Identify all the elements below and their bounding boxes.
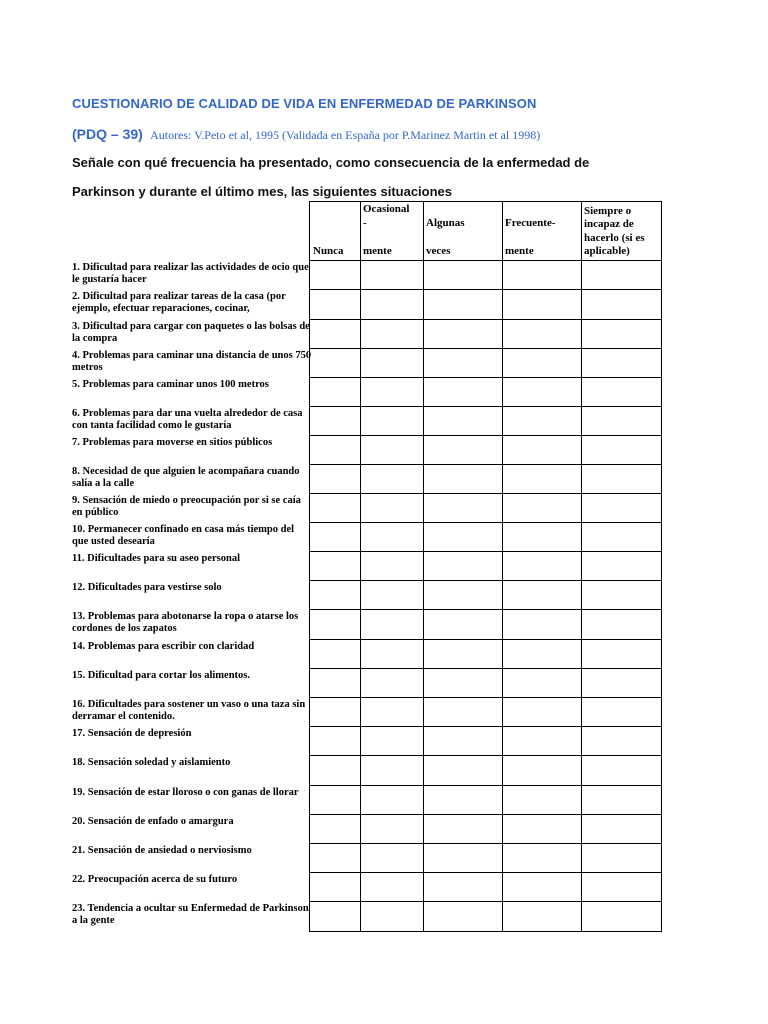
answer-cell-ocasionalmente[interactable] — [361, 407, 423, 435]
answer-cell-nunca[interactable] — [310, 698, 360, 726]
answer-cell-ocasionalmente[interactable] — [361, 669, 423, 697]
answer-cell-siempre[interactable] — [582, 494, 661, 522]
question-label: 19. Sensación de estar lloroso o con ganas de llorar — [72, 787, 299, 798]
answer-cell-siempre[interactable] — [582, 610, 661, 639]
answer-cell-algunas-veces[interactable] — [424, 727, 502, 755]
question-label: 20. Sensación de enfado o amargura — [72, 816, 234, 827]
answer-cell-nunca[interactable] — [310, 349, 360, 377]
answer-cell-nunca[interactable] — [310, 290, 360, 319]
answer-cell-algunas-veces[interactable] — [424, 552, 502, 580]
answer-cell-nunca[interactable] — [310, 815, 360, 843]
answer-cell-frecuentemente[interactable] — [503, 756, 581, 785]
answer-cell-frecuentemente[interactable] — [503, 786, 581, 814]
answer-cell-ocasionalmente[interactable] — [361, 786, 423, 814]
answer-cell-siempre[interactable] — [582, 756, 661, 785]
answer-cell-ocasionalmente[interactable] — [361, 873, 423, 901]
header-frecuente-2: mente — [505, 245, 534, 257]
grid-line — [309, 931, 662, 932]
answer-cell-nunca[interactable] — [310, 320, 360, 348]
question-label: 12. Dificultades para vestirse solo — [72, 582, 222, 593]
answer-cell-ocasionalmente[interactable] — [361, 581, 423, 609]
answer-cell-frecuentemente[interactable] — [503, 610, 581, 639]
question-label: 16. Dificultades para sostener un vaso o una taza sin derramar el contenido. — [72, 699, 306, 722]
question-label: 3. Dificultad para cargar con paquetes o las bolsas de la compra — [72, 321, 310, 344]
answer-cell-ocasionalmente[interactable] — [361, 523, 423, 551]
header-frecuente-1: Frecuente- — [505, 217, 556, 229]
header-siempre-1: Siempre o — [584, 205, 632, 217]
answer-cell-siempre[interactable] — [582, 902, 661, 931]
answer-cell-nunca[interactable] — [310, 786, 360, 814]
answer-cell-ocasionalmente[interactable] — [361, 756, 423, 785]
answer-cell-nunca[interactable] — [310, 669, 360, 697]
answer-cell-nunca[interactable] — [310, 261, 360, 289]
answer-cell-algunas-veces[interactable] — [424, 290, 502, 319]
answer-cell-frecuentemente[interactable] — [503, 436, 581, 464]
answer-cell-ocasionalmente[interactable] — [361, 378, 423, 406]
answer-cell-frecuentemente[interactable] — [503, 465, 581, 493]
question-label: 8. Necesidad de que alguien le acompañara cuando salía a la calle — [72, 466, 300, 489]
answer-cell-siempre[interactable] — [582, 436, 661, 464]
question-label: 22. Preocupación acerca de su futuro — [72, 874, 238, 885]
header-siempre-2: incapaz de — [584, 218, 634, 230]
answer-cell-siempre[interactable] — [582, 290, 661, 319]
answer-cell-siempre[interactable] — [582, 727, 661, 755]
grid-line — [661, 201, 662, 932]
answer-cell-siempre[interactable] — [582, 349, 661, 377]
answer-cell-frecuentemente[interactable] — [503, 407, 581, 435]
answer-grid — [309, 201, 662, 932]
answer-cell-frecuentemente[interactable] — [503, 873, 581, 901]
answer-cell-ocasionalmente[interactable] — [361, 349, 423, 377]
answer-cell-siempre[interactable] — [582, 378, 661, 406]
answer-cell-algunas-veces[interactable] — [424, 378, 502, 406]
answer-cell-algunas-veces[interactable] — [424, 436, 502, 464]
answer-cell-frecuentemente[interactable] — [503, 320, 581, 348]
answer-cell-algunas-veces[interactable] — [424, 610, 502, 639]
answer-cell-nunca[interactable] — [310, 523, 360, 551]
answer-cell-frecuentemente[interactable] — [503, 349, 581, 377]
instructions-line-1: Señale con qué frecuencia ha presentado, como consecuencia de la enfermedad de — [72, 155, 590, 170]
answer-cell-ocasionalmente[interactable] — [361, 640, 423, 668]
answer-cell-siempre[interactable] — [582, 873, 661, 901]
header-nunca: Nunca — [313, 245, 344, 257]
question-label: 17. Sensación de depresión — [72, 728, 192, 739]
header-ocasional-1: Ocasional — [363, 203, 410, 215]
answer-cell-nunca[interactable] — [310, 610, 360, 639]
question-label: 13. Problemas para abotonarse la ropa o atarse los cordones de los zapatos — [72, 611, 299, 634]
answer-cell-nunca[interactable] — [310, 581, 360, 609]
answer-cell-ocasionalmente[interactable] — [361, 320, 423, 348]
answer-cell-algunas-veces[interactable] — [424, 407, 502, 435]
answer-cell-frecuentemente[interactable] — [503, 290, 581, 319]
answer-cell-frecuentemente[interactable] — [503, 552, 581, 580]
answer-cell-algunas-veces[interactable] — [424, 581, 502, 609]
answer-cell-ocasionalmente[interactable] — [361, 815, 423, 843]
answer-cell-frecuentemente[interactable] — [503, 261, 581, 289]
answer-cell-frecuentemente[interactable] — [503, 727, 581, 755]
answer-cell-siempre[interactable] — [582, 523, 661, 551]
answer-cell-algunas-veces[interactable] — [424, 320, 502, 348]
answer-cell-algunas-veces[interactable] — [424, 756, 502, 785]
answer-cell-nunca[interactable] — [310, 407, 360, 435]
answer-cell-frecuentemente[interactable] — [503, 494, 581, 522]
header-algunas-1: Algunas — [426, 217, 465, 229]
answer-cell-siempre[interactable] — [582, 552, 661, 580]
answer-cell-siempre[interactable] — [582, 669, 661, 697]
answer-cell-nunca[interactable] — [310, 552, 360, 580]
header-algunas-2: veces — [426, 245, 451, 257]
answer-cell-frecuentemente[interactable] — [503, 698, 581, 726]
answer-cell-siempre[interactable] — [582, 407, 661, 435]
question-label: 2. Dificultad para realizar tareas de la casa (por ejemplo, efectuar reparaciones, cocinar, — [72, 291, 286, 314]
answer-cell-nunca[interactable] — [310, 756, 360, 785]
answer-cell-frecuentemente[interactable] — [503, 378, 581, 406]
answer-cell-nunca[interactable] — [310, 378, 360, 406]
header-siempre-3: hacerlo (si es — [584, 232, 645, 244]
answer-cell-algunas-veces[interactable] — [424, 844, 502, 872]
answer-cell-frecuentemente[interactable] — [503, 902, 581, 931]
question-label: 18. Sensación soledad y aislamiento — [72, 757, 231, 768]
answer-cell-siempre[interactable] — [582, 261, 661, 289]
answer-cell-ocasionalmente[interactable] — [361, 844, 423, 872]
answer-cell-frecuentemente[interactable] — [503, 640, 581, 668]
answer-cell-siempre[interactable] — [582, 640, 661, 668]
answer-cell-ocasionalmente[interactable] — [361, 436, 423, 464]
answer-cell-nunca[interactable] — [310, 640, 360, 668]
answer-cell-algunas-veces[interactable] — [424, 698, 502, 726]
question-label: 6. Problemas para dar una vuelta alrededor de casa con tanta facilidad como le gustaría — [72, 408, 303, 431]
answer-cell-siempre[interactable] — [582, 465, 661, 493]
answer-cell-ocasionalmente[interactable] — [361, 902, 423, 931]
answer-cell-nunca[interactable] — [310, 465, 360, 493]
header-siempre-4: aplicable) — [584, 245, 630, 257]
answer-cell-nunca[interactable] — [310, 727, 360, 755]
answer-cell-algunas-veces[interactable] — [424, 261, 502, 289]
question-label: 1. Dificultad para realizar las actividades de ocio que le gustaría hacer — [72, 262, 309, 285]
answer-cell-frecuentemente[interactable] — [503, 523, 581, 551]
questionnaire-subtitle — [72, 126, 540, 143]
answer-cell-algunas-veces[interactable] — [424, 902, 502, 931]
question-label: 11. Dificultades para su aseo personal — [72, 553, 241, 564]
authors-line: Autores: V.Peto et al, 1995 (Validada en España por P.Marinez Martin et al 1998) — [150, 128, 541, 142]
question-label: 15. Dificultad para cortar los alimentos. — [72, 670, 250, 681]
answer-cell-nunca[interactable] — [310, 844, 360, 872]
answer-cell-ocasionalmente[interactable] — [361, 465, 423, 493]
pdq-code: (PDQ – 39) — [72, 126, 143, 142]
question-label: 7. Problemas para moverse en sitios públicos — [72, 437, 273, 448]
answer-cell-ocasionalmente[interactable] — [361, 552, 423, 580]
answer-cell-frecuentemente[interactable] — [503, 581, 581, 609]
answer-cell-algunas-veces[interactable] — [424, 669, 502, 697]
header-ocasional-3: mente — [363, 245, 392, 257]
answer-cell-algunas-veces[interactable] — [424, 465, 502, 493]
answer-cell-siempre[interactable] — [582, 786, 661, 814]
answer-cell-algunas-veces[interactable] — [424, 873, 502, 901]
question-label: 14. Problemas para escribir con claridad — [72, 641, 255, 652]
answer-cell-ocasionalmente[interactable] — [361, 610, 423, 639]
answer-cell-siempre[interactable] — [582, 581, 661, 609]
answer-cell-algunas-veces[interactable] — [424, 523, 502, 551]
question-label: 23. Tendencia a ocultar su Enfermedad de Parkinson a la gente — [72, 903, 309, 926]
question-label: 21. Sensación de ansiedad o nerviosismo — [72, 845, 252, 856]
answer-cell-algunas-veces[interactable] — [424, 349, 502, 377]
grid-line — [309, 201, 662, 202]
question-label: 4. Problemas para caminar una distancia de unos 750 metros — [72, 350, 312, 373]
answer-cell-siempre[interactable] — [582, 320, 661, 348]
answer-cell-nunca[interactable] — [310, 436, 360, 464]
question-label: 9. Sensación de miedo o preocupación por si se caía en público — [72, 495, 301, 518]
answer-cell-algunas-veces[interactable] — [424, 640, 502, 668]
answer-cell-ocasionalmente[interactable] — [361, 261, 423, 289]
answer-cell-ocasionalmente[interactable] — [361, 290, 423, 319]
answer-cell-nunca[interactable] — [310, 494, 360, 522]
instructions-line-2: Parkinson y durante el último mes, las siguientes situaciones — [72, 184, 453, 199]
answer-cell-frecuentemente[interactable] — [503, 669, 581, 697]
answer-cell-ocasionalmente[interactable] — [361, 494, 423, 522]
answer-cell-siempre[interactable] — [582, 844, 661, 872]
header-ocasional-2: - — [363, 217, 367, 229]
answer-cell-ocasionalmente[interactable] — [361, 698, 423, 726]
answer-cell-nunca[interactable] — [310, 873, 360, 901]
answer-cell-algunas-veces[interactable] — [424, 786, 502, 814]
answer-cell-frecuentemente[interactable] — [503, 815, 581, 843]
answer-cell-siempre[interactable] — [582, 698, 661, 726]
answer-cell-algunas-veces[interactable] — [424, 494, 502, 522]
answer-cell-siempre[interactable] — [582, 815, 661, 843]
answer-cell-frecuentemente[interactable] — [503, 844, 581, 872]
answer-cell-algunas-veces[interactable] — [424, 815, 502, 843]
question-label: 10. Permanecer confinado en casa más tiempo del que usted desearía — [72, 524, 295, 547]
question-label: 5. Problemas para caminar unos 100 metros — [72, 379, 269, 390]
answer-cell-nunca[interactable] — [310, 902, 360, 931]
answer-cell-ocasionalmente[interactable] — [361, 727, 423, 755]
questionnaire-title: CUESTIONARIO DE CALIDAD DE VIDA EN ENFERMEDAD DE PARKINSON — [72, 96, 537, 111]
